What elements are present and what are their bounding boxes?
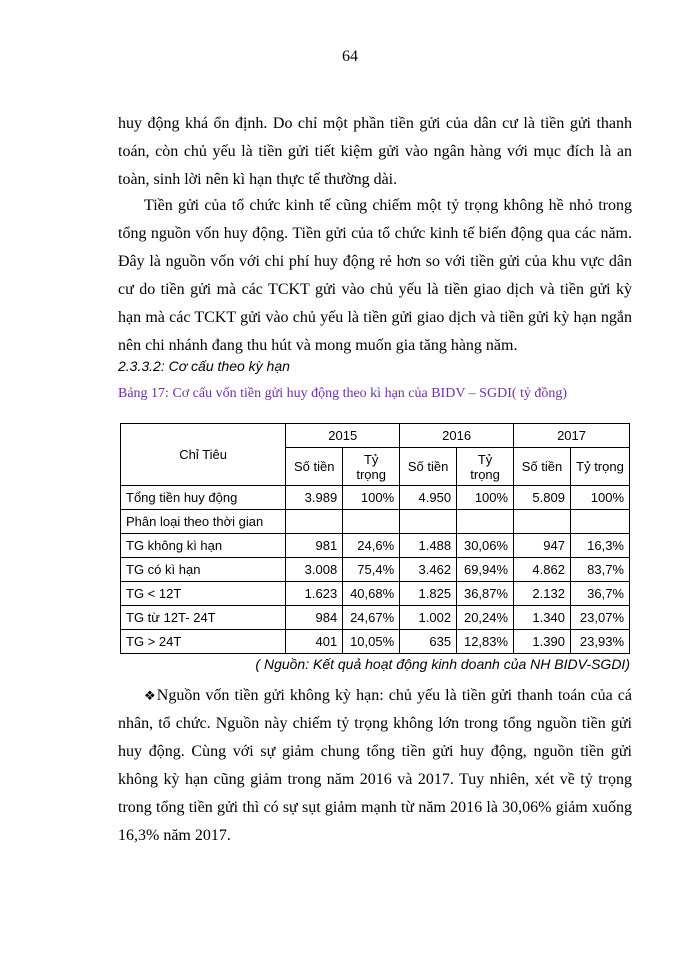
section-heading: 2.3.3.2: Cơ cấu theo kỳ hạn — [118, 358, 290, 374]
table-cell — [570, 510, 629, 534]
year-header: 2015 — [286, 424, 400, 448]
year-header: 2017 — [514, 424, 630, 448]
table-cell: 984 — [286, 606, 343, 630]
deposit-structure-table — [120, 423, 630, 654]
header-label: Chỉ Tiêu — [121, 424, 286, 486]
sub-header: Số tiền — [400, 448, 457, 486]
table-cell: 75,4% — [343, 558, 400, 582]
table-cell: 4.950 — [400, 486, 457, 510]
table-cell: 5.809 — [514, 486, 571, 510]
row-label: TG có kì hạn — [121, 558, 286, 582]
row-label: Tổng tiền huy động — [121, 486, 286, 510]
table-cell: 635 — [400, 630, 457, 654]
table-cell: 100% — [457, 486, 514, 510]
sub-header: Số tiền — [514, 448, 571, 486]
table-cell: 16,3% — [570, 534, 629, 558]
table-cell: 83,7% — [570, 558, 629, 582]
table-cell: 1.623 — [286, 582, 343, 606]
table-cell: 36,7% — [570, 582, 629, 606]
bullet-icon: ❖ — [144, 688, 157, 703]
paragraph-3 — [118, 682, 632, 850]
sub-header: Tỷ trọng — [343, 448, 400, 486]
table-cell: 100% — [343, 486, 400, 510]
table-cell: 3.989 — [286, 486, 343, 510]
table-cell: 69,94% — [457, 558, 514, 582]
table-cell: 12,83% — [457, 630, 514, 654]
row-label: TG < 12T — [121, 582, 286, 606]
table-row — [121, 558, 630, 582]
table-cell: 1.825 — [400, 582, 457, 606]
table-cell: 24,67% — [343, 606, 400, 630]
table-cell: 981 — [286, 534, 343, 558]
table-cell — [343, 510, 400, 534]
table-cell: 2.132 — [514, 582, 571, 606]
table-row — [121, 630, 630, 654]
table-cell: 1.002 — [400, 606, 457, 630]
table-cell: 3.462 — [400, 558, 457, 582]
table-cell: 4.862 — [514, 558, 571, 582]
table-cell: 36,87% — [457, 582, 514, 606]
paragraph-1: huy động khá ổn định. Do chỉ một phần tiền gửi của dân cư là tiền gửi thanh toán, còn chủ yếu là tiền gửi tiết kiệm gửi vào ngân hàng với mục đích là an toàn, sinh lời nên kì hạn thực tế thường dài. — [118, 115, 632, 188]
table-cell — [286, 510, 343, 534]
row-label: TG không kì hạn — [121, 534, 286, 558]
paragraph-3-text: Nguồn vốn tiền gửi không kỳ hạn: chủ yếu là tiền gửi thanh toán của cá nhân, tổ chức. Nguồn này chiếm tỷ trọng không lớn trong tổng nguồn tiền gửi huy động. Cùng với sự giảm chung tổng tiền gửi huy động, nguồn tiền gửi không kỳ hạn cũng giảm trong năm 2016 và 2017. Tuy nhiên, xét về tỷ trọng trong tổng tiền gửi thì có sự sụt giảm mạnh từ năm 2016 là 30,06% giảm xuống 16,3% năm 2017. — [118, 687, 632, 844]
table-cell: 401 — [286, 630, 343, 654]
sub-header: Tỷ trọng — [570, 448, 629, 486]
table-cell: 100% — [570, 486, 629, 510]
table-cell: 23,07% — [570, 606, 629, 630]
table-caption: Bảng 17: Cơ cấu vốn tiền gửi huy động theo kì hạn của BIDV – SGDI( tỷ đồng) — [118, 386, 568, 401]
table-row — [121, 582, 630, 606]
table-row — [121, 510, 630, 534]
table-cell: 30,06% — [457, 534, 514, 558]
table-cell — [400, 510, 457, 534]
table-cell — [457, 510, 514, 534]
row-label: Phân loại theo thời gian — [121, 510, 286, 534]
table-cell: 1.390 — [514, 630, 571, 654]
table-row — [121, 534, 630, 558]
table-cell: 1.488 — [400, 534, 457, 558]
table-cell: 1.340 — [514, 606, 571, 630]
table-cell: 3.008 — [286, 558, 343, 582]
row-label: TG > 24T — [121, 630, 286, 654]
table-row — [121, 486, 630, 510]
paragraph-2: Tiền gửi của tổ chức kinh tế cũng chiếm một tỷ trọng không hề nhỏ trong tổng nguồn vốn huy động. Tiền gửi của tổ chức kinh tế biến động qua các năm. Đây là nguồn vốn với chi phí huy động rẻ hơn so với tiền gửi của khu vực dân cư do tiền gửi mà các TCKT gửi vào chủ yếu là tiền giao dịch và tiền gửi kỳ hạn mà các TCKT gửi vào chủ yếu là tiền gửi giao dịch và tiền gửi kỳ hạn ngắn nên chi nhánh đang thu hút và mong muốn gia tăng hàng năm. — [118, 197, 632, 354]
table-row — [121, 606, 630, 630]
sub-header: Tỷ trọng — [457, 448, 514, 486]
table-cell: 10,05% — [343, 630, 400, 654]
table-cell — [514, 510, 571, 534]
sub-header: Số tiền — [286, 448, 343, 486]
page-number: 64 — [342, 48, 358, 65]
table-cell: 947 — [514, 534, 571, 558]
table-cell: 20,24% — [457, 606, 514, 630]
source-note: ( Nguồn: Kết quả hoạt động kinh doanh của NH BIDV-SGDI) — [255, 656, 630, 672]
year-header: 2016 — [400, 424, 514, 448]
table-header-row — [121, 424, 630, 448]
table-cell: 40,68% — [343, 582, 400, 606]
row-label: TG từ 12T- 24T — [121, 606, 286, 630]
table-cell: 23,93% — [570, 630, 629, 654]
table-cell: 24,6% — [343, 534, 400, 558]
